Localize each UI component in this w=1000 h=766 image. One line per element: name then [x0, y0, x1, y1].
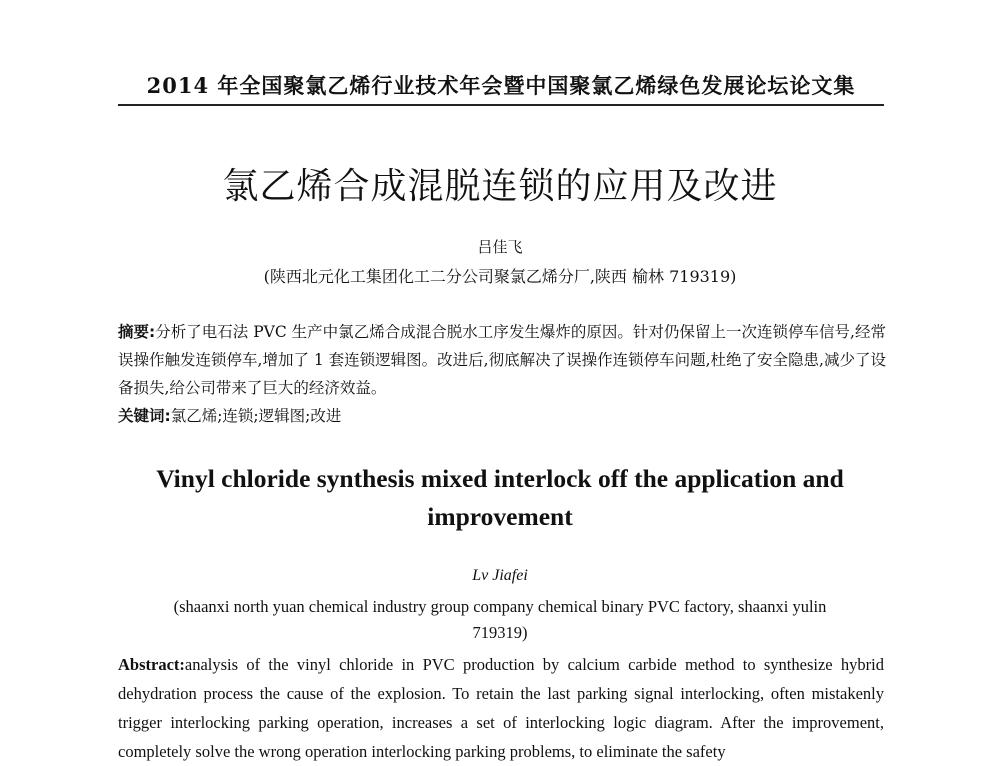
paper-title-en: Vinyl chloride synthesis mixed interlock off the application and improvement — [156, 464, 844, 531]
abstract-cn-label: 摘要: — [118, 323, 156, 341]
author-en: Lv Jiafei — [472, 567, 528, 584]
abstract-cn-text: 分析了电石法 PVC 生产中氯乙烯合成混合脱水工序发生爆炸的原因。针对仍保留上一次连锁停车信号,经常误操作触发连锁停车,增加了 1 套连锁逻辑图。改进后,彻底解决了误操作连锁停车问题,杜绝了安全隐患,减少了设备损失,给公司带来了巨大的经济效益。 — [118, 323, 886, 397]
proceedings-header: 2014 年全国聚氯乙烯行业技术年会暨中国聚氯乙烯绿色发展论坛论文集 — [146, 73, 856, 98]
abstract-en — [118, 650, 884, 766]
author-cn: 吕佳飞 — [477, 238, 523, 256]
abstract-en-label: Abstract: — [118, 655, 185, 674]
keywords-cn-text: 氯乙烯;连锁;逻辑图;改进 — [170, 407, 342, 425]
keywords-cn — [118, 402, 886, 430]
paper-title-cn: 氯乙烯合成混脱连锁的应用及改进 — [222, 166, 778, 207]
keywords-cn-label: 关键词: — [118, 407, 171, 425]
header-divider — [118, 104, 884, 106]
affiliation-en: (shaanxi north yuan chemical industry group company chemical binary PVC factory, shaanxi yulin 719319) — [173, 597, 827, 642]
abstract-en-text: analysis of the vinyl chloride in PVC production by calcium carbide method to synthesize hybrid dehydration process the cause of the explosion. To retain the last parking signal interlocking, often mistakenly trigger interlocking parking operation, increases a set of interlocking logic diagram. After the improvement, completely solve the wrong operation interlocking parking problems, to eliminate the safety — [118, 655, 884, 761]
affiliation-cn: (陕西北元化工集团化工二分公司聚氯乙烯分厂,陕西 榆林 719319) — [263, 267, 737, 286]
abstract-cn — [118, 318, 886, 402]
